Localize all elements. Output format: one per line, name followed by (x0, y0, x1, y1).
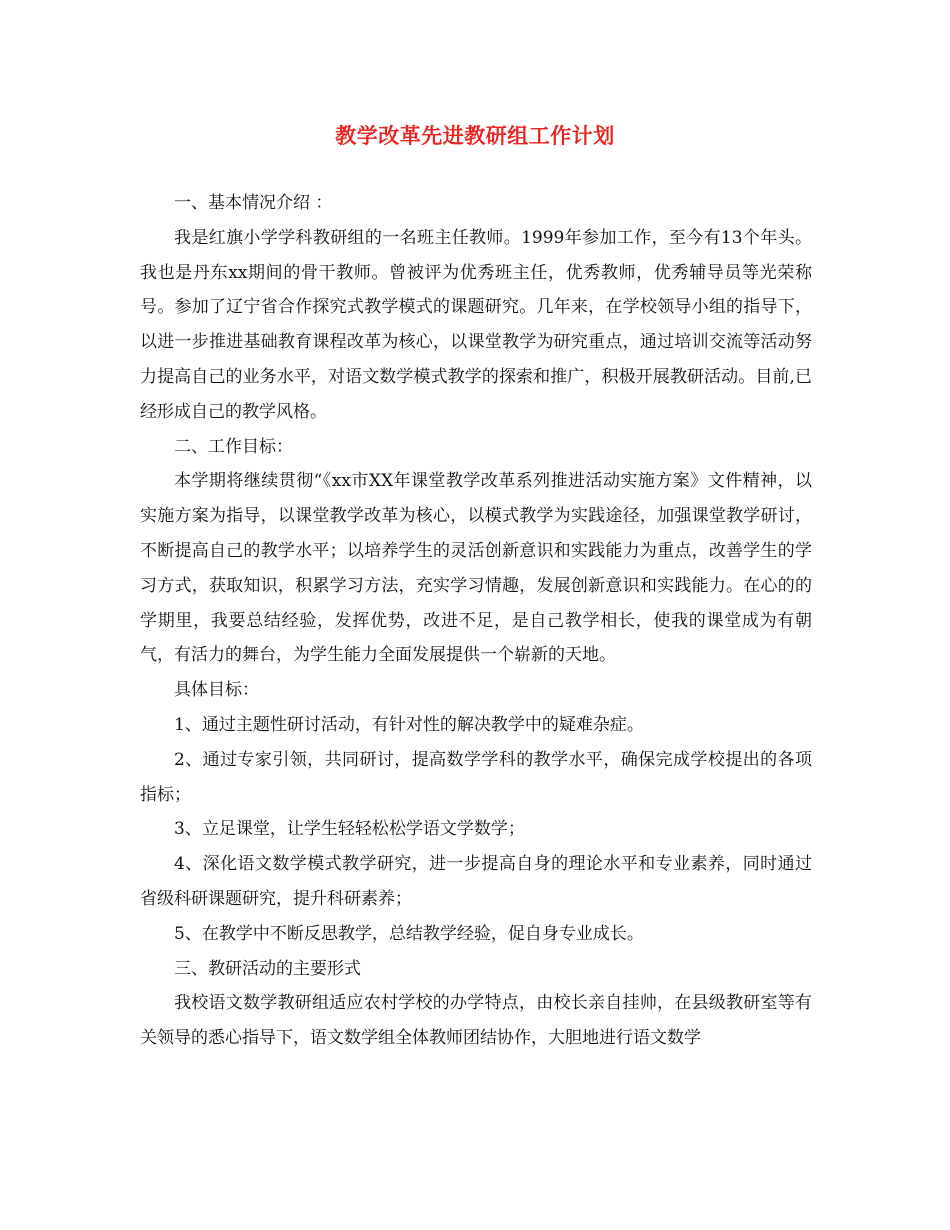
document-body (140, 186, 812, 1056)
document-title: 教学改革先进教研组工作计划 (335, 123, 615, 148)
paragraph-activity-forms: 我校语文数学教研组适应农村学校的办学特点，由校长亲自挂帅，在县级教研室等有关领导的悉心指导下，语文数学组全体教师团结协作，大胆地进行语文数学 (140, 993, 812, 1049)
goal-item-5: 5、在教学中不断反思教学，总结教学经验，促自身专业成长。 (174, 923, 644, 944)
section-heading-activity-forms: 三、教研活动的主要形式 (174, 958, 361, 979)
paragraph-work-goals: 本学期将继续贯彻“《xx市XX年课堂教学改革系列推进活动实施方案》文件精神，以实施方案为指导，以课堂教学改革为核心，以模式教学为实践途径，加强课堂教学研讨，不断提高自己的教学水平；以培养学生的灵活创新意识和实践能力为重点，改善学生的学习方式，获取知识，积累学习方法，充实学习情趣，发展创新意识和实践能力。在心的的学期里，我要总结经验，发挥优势，改进不足，是自己教学相长，使我的课堂成为有朝气，有活力的舞台，为学生能力全面发展提供一个崭新的天地。 (140, 471, 812, 666)
subheading-specific-goals: 具体目标： (174, 680, 259, 701)
section-heading-basic-info: 一、基本情况介绍 ： (174, 193, 333, 213)
goal-item-4: 4、深化语文数学模式教学研究，进一步提高自身的理论水平和专业素养，同时通过省级科研课题研究，提升科研素养； (140, 854, 812, 909)
section-heading-work-goals: 二、工作目标： (174, 436, 293, 457)
goal-item-3: 3、立足课堂，让学生轻轻松松学语文学数学； (174, 819, 525, 840)
paragraph-basic-info: 我是红旗小学学科教研组的一名班主任教师。1999年参加工作，至今有13个年头。我也是丹东xx期间的骨干教师。曾被评为优秀班主任，优秀教师，优秀辅导员等光荣称号。参加了辽宁省合作探究式教学模式的课题研究。几年来，在学校领导小组的指导下，以进一步推进基础教育课程改革为核心，以课堂教学为研究重点，通过培训交流等活动努力提高自己的业务水平，对语文数学模式教学的探索和推广，积极开展教研活动。目前,已经形成自己的教学风格。 (140, 227, 812, 422)
goal-item-2: 2、通过专家引领，共同研讨，提高数学学科的教学水平，确保完成学校提出的各项指标； (140, 749, 812, 805)
goal-item-1: 1、通过主题性研讨活动，有针对性的解决教学中的疑难杂症。 (174, 714, 644, 735)
